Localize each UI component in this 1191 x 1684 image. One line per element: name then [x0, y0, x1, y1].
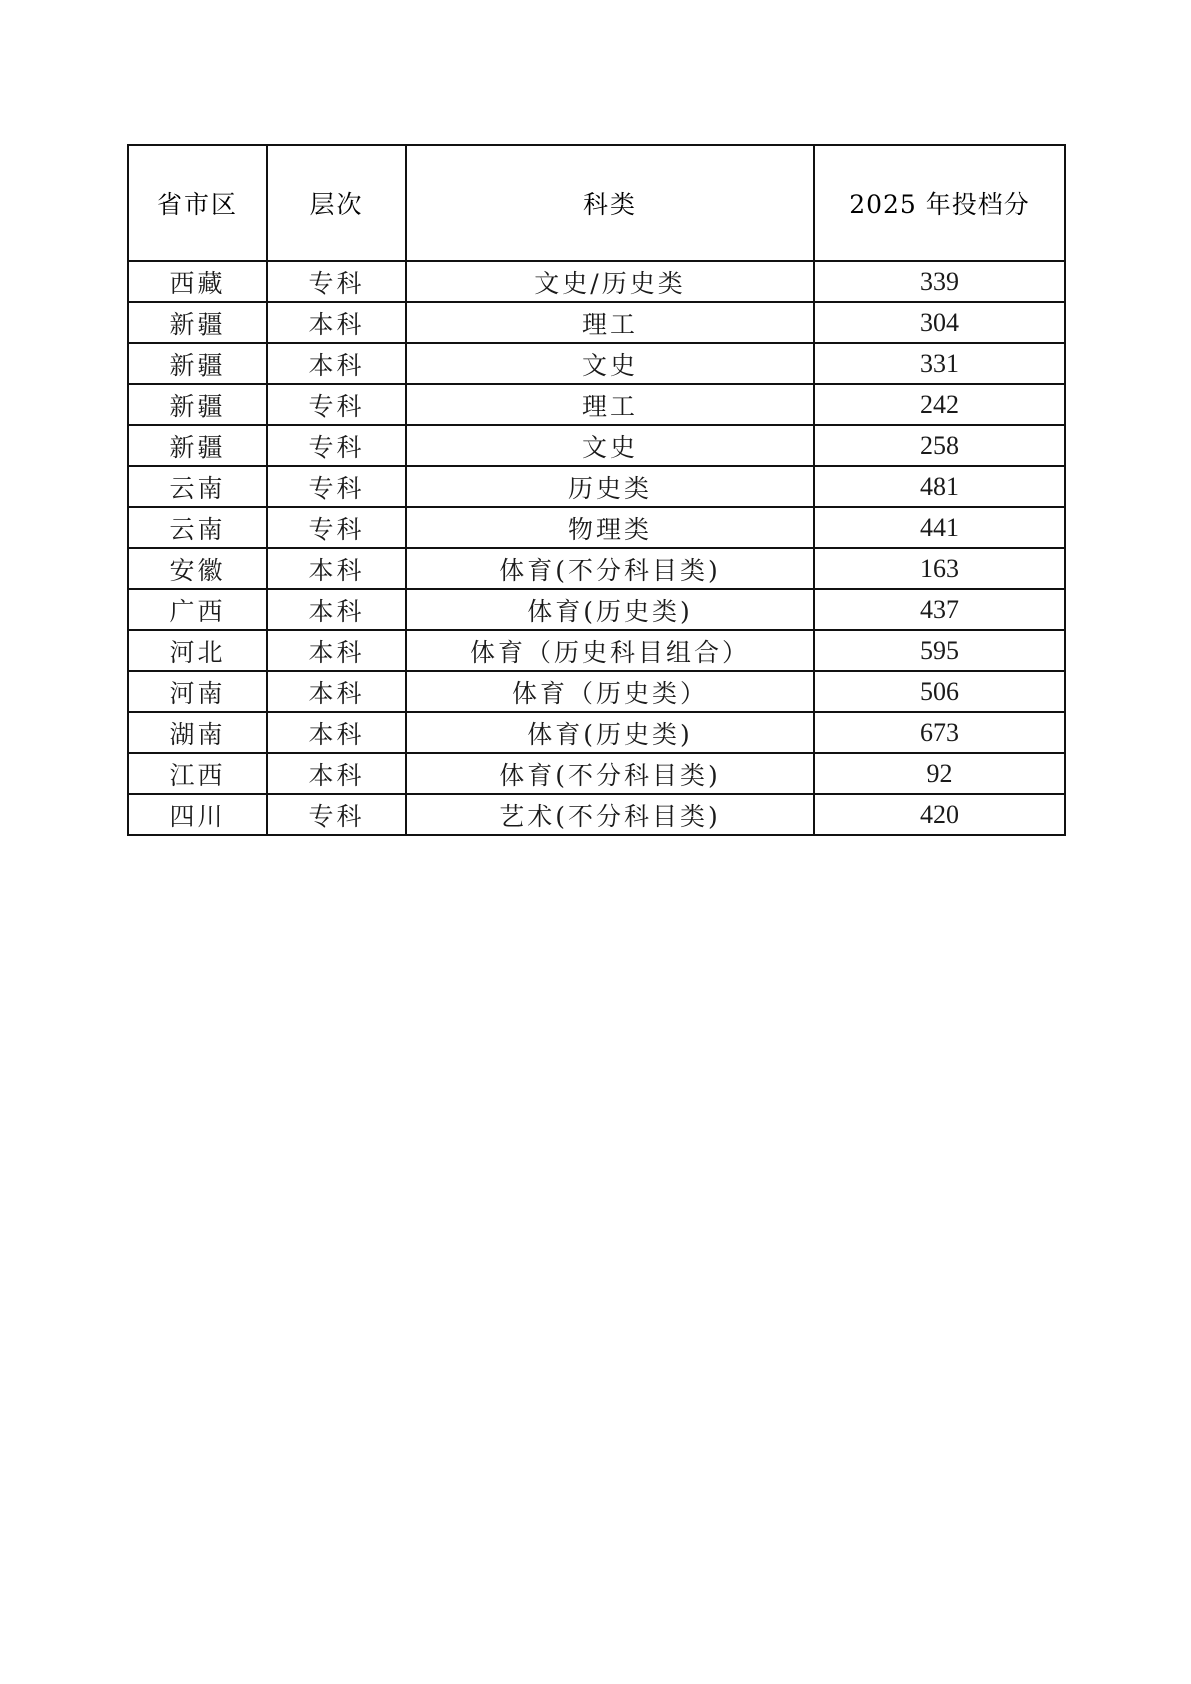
- cell-category: 体育（历史类）: [406, 671, 814, 712]
- table-row: [128, 425, 1065, 466]
- header-category: 科类: [406, 145, 814, 261]
- cell-level: 专科: [267, 507, 406, 548]
- cell-score: 242: [814, 384, 1065, 425]
- cell-level: 专科: [267, 425, 406, 466]
- table-row: [128, 302, 1065, 343]
- cell-category: 艺术(不分科目类): [406, 794, 814, 835]
- table-row: [128, 507, 1065, 548]
- table-row: [128, 794, 1065, 835]
- cell-province: 湖南: [128, 712, 267, 753]
- header-score: 2025 年投档分: [814, 145, 1065, 261]
- table-header-row: [128, 145, 1065, 261]
- cell-score: 331: [814, 343, 1065, 384]
- cell-level: 本科: [267, 671, 406, 712]
- cell-level: 专科: [267, 384, 406, 425]
- cell-score: 163: [814, 548, 1065, 589]
- cell-province: 云南: [128, 507, 267, 548]
- cell-province: 云南: [128, 466, 267, 507]
- cell-category: 理工: [406, 302, 814, 343]
- cell-province: 四川: [128, 794, 267, 835]
- cell-score: 437: [814, 589, 1065, 630]
- cell-level: 专科: [267, 794, 406, 835]
- cell-category: 体育(历史类): [406, 712, 814, 753]
- header-province: 省市区: [128, 145, 267, 261]
- cell-score: 339: [814, 261, 1065, 302]
- cell-score: 304: [814, 302, 1065, 343]
- table-row: [128, 343, 1065, 384]
- cell-score: 92: [814, 753, 1065, 794]
- table-row: [128, 671, 1065, 712]
- cell-score: 258: [814, 425, 1065, 466]
- cell-category: 体育(不分科目类): [406, 753, 814, 794]
- cell-level: 本科: [267, 302, 406, 343]
- cell-level: 本科: [267, 630, 406, 671]
- cell-province: 江西: [128, 753, 267, 794]
- cell-level: 专科: [267, 261, 406, 302]
- cell-category: 体育(历史类): [406, 589, 814, 630]
- cell-score: 481: [814, 466, 1065, 507]
- cell-province: 安徽: [128, 548, 267, 589]
- cell-score: 420: [814, 794, 1065, 835]
- cell-province: 西藏: [128, 261, 267, 302]
- cell-level: 本科: [267, 589, 406, 630]
- table-row: [128, 712, 1065, 753]
- admission-score-table: [127, 144, 1066, 836]
- cell-province: 新疆: [128, 343, 267, 384]
- cell-province: 河北: [128, 630, 267, 671]
- cell-category: 体育（历史科目组合）: [406, 630, 814, 671]
- cell-level: 专科: [267, 466, 406, 507]
- cell-level: 本科: [267, 712, 406, 753]
- cell-score: 595: [814, 630, 1065, 671]
- cell-category: 文史: [406, 343, 814, 384]
- table-row: [128, 753, 1065, 794]
- cell-level: 本科: [267, 753, 406, 794]
- cell-level: 本科: [267, 548, 406, 589]
- table-row: [128, 261, 1065, 302]
- cell-category: 文史/历史类: [406, 261, 814, 302]
- cell-category: 文史: [406, 425, 814, 466]
- cell-province: 新疆: [128, 302, 267, 343]
- table-row: [128, 466, 1065, 507]
- table-row: [128, 384, 1065, 425]
- table-row: [128, 630, 1065, 671]
- cell-score: 441: [814, 507, 1065, 548]
- cell-province: 新疆: [128, 384, 267, 425]
- cell-score: 506: [814, 671, 1065, 712]
- cell-category: 历史类: [406, 466, 814, 507]
- table-row: [128, 589, 1065, 630]
- cell-score: 673: [814, 712, 1065, 753]
- header-level: 层次: [267, 145, 406, 261]
- cell-province: 广西: [128, 589, 267, 630]
- cell-province: 河南: [128, 671, 267, 712]
- cell-province: 新疆: [128, 425, 267, 466]
- cell-level: 本科: [267, 343, 406, 384]
- cell-category: 理工: [406, 384, 814, 425]
- cell-category: 物理类: [406, 507, 814, 548]
- table-row: [128, 548, 1065, 589]
- cell-category: 体育(不分科目类): [406, 548, 814, 589]
